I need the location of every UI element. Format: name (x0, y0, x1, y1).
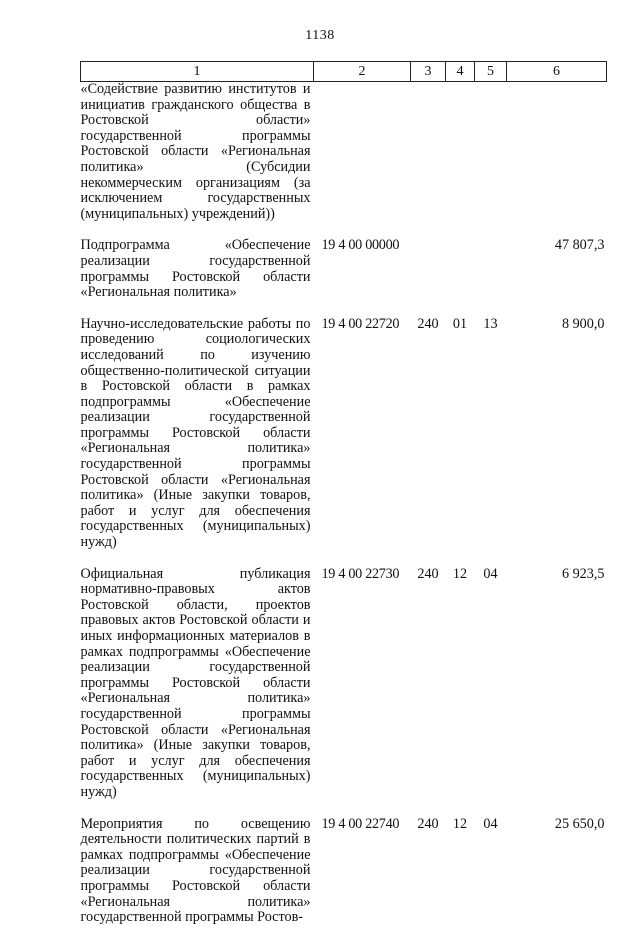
row-code: 19 4 00 00000 (321, 237, 400, 254)
row-name: Подпрограмма «Обеспечение реализации государственной программы Ростовской области «Региональная политика» (80, 237, 311, 301)
row-amount: 6 923,5 (561, 565, 605, 582)
row-col5 (475, 222, 507, 300)
row-col3 (411, 222, 446, 300)
row-col5: 04 (483, 815, 498, 832)
table-row (81, 82, 607, 223)
row-col5: 13 (483, 315, 498, 332)
row-name: Мероприятия по освещению деятельности политических партий в рамках подпрограммы «Обеспечение реализации государственной программы Ростовской области «Региональная политика» государственной программы Ростов- (80, 815, 311, 926)
row-code (314, 82, 411, 223)
row-amount (507, 82, 607, 223)
row-name: Официальная публикация нормативно-правовых актов Ростовской области, проектов правовых актов Ростовской области и иных информационных материалов в рамках подпрограммы «Обеспечение реализации государственной программы Ростовской области «Региональная политика» государственной программы Ростовской области «Региональная политика» (Иные закупки товаров, работ и услуг для обеспечения государственных (муниципальных) нужд) (80, 565, 311, 800)
row-col3: 240 (417, 565, 439, 582)
row-col4: 01 (452, 315, 468, 332)
row-code: 19 4 00 22720 (321, 315, 400, 332)
table-row (81, 301, 607, 551)
row-col3 (411, 82, 446, 223)
row-col5: 04 (483, 565, 498, 582)
column-header-1: 1 (81, 62, 314, 82)
table-row (81, 551, 607, 801)
row-name: «Содействие развитию институтов и инициатив гражданского общества в Ростовской области» государственной программы Ростовской области «Региональная политика» (Субсидии некоммерческим организациям (за исключением государственных (муниципальных) учреждений)) (80, 81, 311, 222)
table-header (81, 62, 607, 82)
table-row (81, 801, 607, 926)
budget-table (80, 61, 607, 926)
column-header-4: 4 (446, 62, 475, 82)
row-col4 (446, 82, 475, 223)
column-header-2: 2 (314, 62, 411, 82)
row-col4 (446, 222, 475, 300)
table-row (81, 222, 607, 300)
row-code: 19 4 00 22730 (321, 565, 400, 582)
column-header-5: 5 (475, 62, 507, 82)
row-col4: 12 (452, 815, 468, 832)
row-col3: 240 (417, 315, 439, 332)
row-code: 19 4 00 22740 (321, 815, 400, 832)
table-header-row (81, 62, 607, 82)
row-amount: 25 650,0 (554, 815, 605, 832)
column-header-3: 3 (411, 62, 446, 82)
row-amount: 47 807,3 (554, 237, 605, 254)
row-name: Научно-исследовательские работы по проведению социологических исследований по изучению общественно-политической ситуации в Ростовской области в рамках подпрограммы «Обеспечение реализации государственной программы Ростовской области «Региональная политика» государственной программы Ростовской области «Региональная политика» (Иные закупки товаров, работ и услуг для обеспечения государственных (муниципальных) нужд) (80, 315, 311, 551)
column-header-6: 6 (507, 62, 607, 82)
page-number: 1138 (305, 28, 335, 43)
row-col3: 240 (417, 815, 439, 832)
row-col5 (475, 82, 507, 223)
row-col4: 12 (452, 565, 468, 582)
row-amount: 8 900,0 (561, 315, 605, 332)
